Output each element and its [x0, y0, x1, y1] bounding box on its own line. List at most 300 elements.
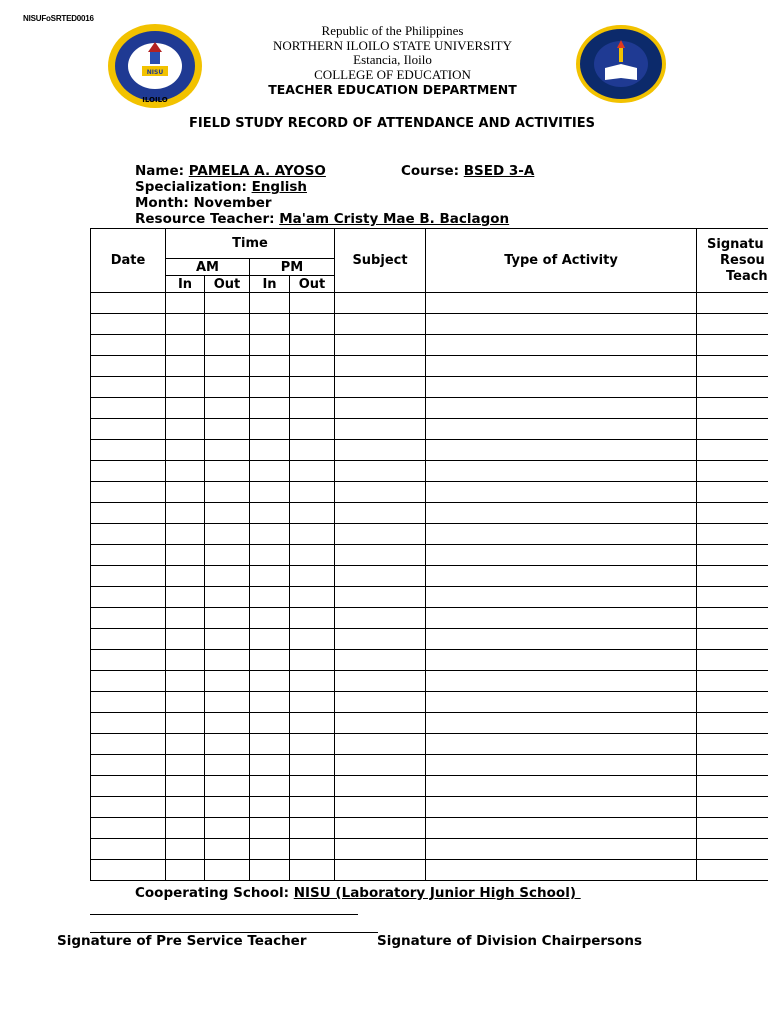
table-cell [290, 839, 335, 860]
table-row [91, 335, 768, 356]
table-cell [426, 818, 697, 839]
table-cell [335, 503, 426, 524]
table-cell [290, 755, 335, 776]
table-cell [426, 293, 697, 314]
table-cell [426, 503, 697, 524]
cooperating-school-value: NISU (Laboratory Junior High School) [293, 885, 581, 901]
table-cell [166, 734, 205, 755]
table-cell [697, 566, 768, 587]
table-cell [697, 629, 768, 650]
table-cell [250, 482, 290, 503]
table-cell [166, 650, 205, 671]
resource-teacher-row [135, 211, 509, 227]
table-cell [250, 440, 290, 461]
table-cell [290, 524, 335, 545]
table-cell [250, 650, 290, 671]
table-cell [426, 587, 697, 608]
resource-teacher-value: Ma'am Cristy Mae B. Baclagon [279, 211, 510, 227]
table-cell [91, 503, 166, 524]
table-cell [335, 608, 426, 629]
table-cell [335, 461, 426, 482]
table-cell [335, 398, 426, 419]
table-cell [91, 692, 166, 713]
signature-header-line2: Resou [720, 252, 765, 268]
table-row [91, 587, 768, 608]
table-cell [250, 356, 290, 377]
table-cell [290, 398, 335, 419]
table-cell [697, 503, 768, 524]
table-cell [166, 818, 205, 839]
table-cell [426, 482, 697, 503]
table-cell [166, 755, 205, 776]
table-row [91, 650, 768, 671]
table-cell [335, 440, 426, 461]
table-cell [335, 293, 426, 314]
course-row [401, 163, 534, 179]
table-cell [166, 524, 205, 545]
table-cell [91, 608, 166, 629]
specialization-row [135, 179, 307, 195]
table-cell [697, 377, 768, 398]
signature-chair-label: Signature of Division Chairpersons [377, 933, 643, 949]
table-cell [697, 398, 768, 419]
table-cell [205, 755, 250, 776]
table-cell [166, 692, 205, 713]
table-row [91, 377, 768, 398]
table-cell [91, 440, 166, 461]
table-cell [91, 797, 166, 818]
table-cell [335, 524, 426, 545]
table-cell [205, 713, 250, 734]
subject-header: Subject [335, 229, 426, 293]
table-cell [205, 440, 250, 461]
table-cell [290, 734, 335, 755]
table-cell [697, 440, 768, 461]
table-cell [250, 734, 290, 755]
table-cell [426, 608, 697, 629]
table-cell [426, 314, 697, 335]
table-cell [91, 461, 166, 482]
table-cell [290, 314, 335, 335]
table-cell [166, 314, 205, 335]
table-cell [290, 608, 335, 629]
table-cell [335, 356, 426, 377]
table-cell [250, 755, 290, 776]
table-cell [290, 650, 335, 671]
table-cell [205, 734, 250, 755]
am-out-header: Out [205, 276, 250, 293]
table-cell [91, 314, 166, 335]
table-row [91, 671, 768, 692]
table-cell [166, 566, 205, 587]
table-cell [205, 818, 250, 839]
table-cell [250, 692, 290, 713]
table-cell [290, 587, 335, 608]
course-value: BSED 3-A [463, 163, 535, 179]
table-cell [697, 650, 768, 671]
header-line-location: Estancia, Iloilo [353, 52, 432, 67]
cooperating-school-row [135, 885, 581, 901]
table-cell [166, 839, 205, 860]
table-cell [335, 377, 426, 398]
table-cell [250, 629, 290, 650]
table-cell [250, 860, 290, 881]
table-cell [335, 545, 426, 566]
table-cell [205, 629, 250, 650]
table-cell [205, 335, 250, 356]
table-cell [250, 293, 290, 314]
table-cell [426, 335, 697, 356]
table-cell [426, 776, 697, 797]
table-cell [166, 482, 205, 503]
table-cell [290, 713, 335, 734]
table-cell [335, 776, 426, 797]
table-cell [290, 356, 335, 377]
table-row [91, 356, 768, 377]
table-cell [250, 398, 290, 419]
table-cell [250, 566, 290, 587]
seal-center-text: NISU [146, 69, 164, 76]
table-cell [250, 776, 290, 797]
table-cell [205, 797, 250, 818]
table-cell [426, 356, 697, 377]
month-label: Month: [135, 195, 189, 211]
table-row [91, 545, 768, 566]
table-cell [91, 713, 166, 734]
signature-preservice-label: Signature of Pre Service Teacher [57, 933, 307, 949]
table-cell [166, 377, 205, 398]
table-row [91, 503, 768, 524]
table-cell [426, 377, 697, 398]
table-cell [697, 356, 768, 377]
table-cell [426, 398, 697, 419]
header-line-republic: Republic of the Philippines [321, 23, 464, 38]
table-cell [335, 818, 426, 839]
table-cell [166, 461, 205, 482]
table-cell [290, 797, 335, 818]
header-line-college: COLLEGE OF EDUCATION [314, 66, 471, 82]
table-row [91, 419, 768, 440]
table-cell [290, 818, 335, 839]
table-cell [290, 503, 335, 524]
table-cell [205, 566, 250, 587]
table-cell [250, 503, 290, 524]
table-cell [426, 440, 697, 461]
table-cell [91, 755, 166, 776]
table-cell [166, 335, 205, 356]
table-cell [335, 713, 426, 734]
activity-header: Type of Activity [426, 229, 697, 293]
table-cell [166, 545, 205, 566]
month-row [135, 195, 272, 211]
table-cell [697, 461, 768, 482]
table-cell [205, 356, 250, 377]
table-cell [166, 776, 205, 797]
table-cell [205, 461, 250, 482]
table-cell [205, 545, 250, 566]
table-cell [335, 566, 426, 587]
table-row [91, 629, 768, 650]
table-row [91, 713, 768, 734]
table-cell [335, 314, 426, 335]
table-cell [290, 335, 335, 356]
table-cell [426, 629, 697, 650]
table-cell [697, 293, 768, 314]
table-cell [426, 650, 697, 671]
am-header: AM [166, 259, 250, 276]
table-body [91, 293, 768, 881]
table-cell [697, 587, 768, 608]
table-cell [250, 461, 290, 482]
table-cell [205, 692, 250, 713]
header-line-university: NORTHERN ILOILO STATE UNIVERSITY [272, 37, 512, 53]
header-line-department: TEACHER EDUCATION DEPARTMENT [268, 82, 517, 97]
table-cell [426, 671, 697, 692]
signature-header [697, 229, 768, 293]
table-cell [426, 461, 697, 482]
table-cell [697, 482, 768, 503]
table-cell [91, 335, 166, 356]
table-cell [335, 734, 426, 755]
table-row [91, 692, 768, 713]
table-cell [91, 734, 166, 755]
table-cell [205, 482, 250, 503]
table-row [91, 860, 768, 881]
table-cell [166, 608, 205, 629]
month-value: November [193, 195, 272, 211]
table-cell [697, 692, 768, 713]
signature-header-line1: Signatu [707, 236, 764, 252]
table-cell [205, 860, 250, 881]
table-row [91, 524, 768, 545]
table-cell [335, 839, 426, 860]
table-cell [166, 671, 205, 692]
table-cell [426, 419, 697, 440]
table-cell [91, 860, 166, 881]
table-cell [166, 419, 205, 440]
table-cell [426, 797, 697, 818]
table-cell [290, 860, 335, 881]
table-cell [290, 566, 335, 587]
table-cell [205, 671, 250, 692]
table-cell [166, 860, 205, 881]
cooperating-school-label: Cooperating School: [135, 885, 290, 901]
table-cell [91, 818, 166, 839]
table-cell [290, 419, 335, 440]
table-cell [335, 797, 426, 818]
table-cell [250, 839, 290, 860]
table-cell [426, 734, 697, 755]
table-cell [290, 692, 335, 713]
table-row [91, 566, 768, 587]
table-cell [335, 419, 426, 440]
attendance-table [90, 228, 768, 881]
table-cell [697, 524, 768, 545]
table-cell [91, 839, 166, 860]
table-cell [166, 629, 205, 650]
table-cell [697, 734, 768, 755]
table-cell [91, 545, 166, 566]
table-cell [166, 587, 205, 608]
table-cell [250, 545, 290, 566]
table-row [91, 818, 768, 839]
table-cell [697, 419, 768, 440]
table-cell [166, 440, 205, 461]
table-cell [697, 776, 768, 797]
nisu-seal-logo [106, 22, 204, 110]
course-label: Course: [401, 163, 460, 179]
table-cell [205, 503, 250, 524]
table-cell [205, 587, 250, 608]
table-cell [426, 839, 697, 860]
table-cell [426, 755, 697, 776]
name-row [135, 163, 326, 179]
table-cell [426, 566, 697, 587]
table-cell [290, 461, 335, 482]
table-cell [91, 398, 166, 419]
college-of-education-logo [575, 24, 667, 104]
table-cell [166, 713, 205, 734]
table-cell [205, 608, 250, 629]
school-header [240, 24, 545, 98]
table-cell [166, 398, 205, 419]
table-cell [335, 482, 426, 503]
table-cell [290, 440, 335, 461]
specialization-label: Specialization: [135, 179, 247, 195]
table-row [91, 776, 768, 797]
table-cell [426, 524, 697, 545]
table-row [91, 755, 768, 776]
table-cell [426, 860, 697, 881]
table-cell [335, 755, 426, 776]
table-cell [697, 755, 768, 776]
pm-header: PM [250, 259, 335, 276]
time-header: Time [166, 229, 335, 259]
table-cell [335, 860, 426, 881]
table-cell [205, 650, 250, 671]
table-cell [250, 713, 290, 734]
table-cell [250, 818, 290, 839]
table-cell [250, 419, 290, 440]
table-cell [250, 608, 290, 629]
table-row [91, 608, 768, 629]
table-cell [697, 545, 768, 566]
table-cell [205, 776, 250, 797]
table-cell [697, 860, 768, 881]
table-cell [290, 671, 335, 692]
table-cell [290, 776, 335, 797]
table-cell [91, 356, 166, 377]
table-row [91, 314, 768, 335]
table-cell [697, 335, 768, 356]
table-cell [166, 293, 205, 314]
form-code: NISUFoSRTED0016 [23, 14, 94, 23]
table-cell [205, 839, 250, 860]
table-cell [426, 545, 697, 566]
table-cell [426, 692, 697, 713]
signature-header-line3: Teach [726, 268, 768, 284]
signature-line-preservice [90, 914, 358, 915]
table-cell [426, 713, 697, 734]
table-cell [166, 356, 205, 377]
table-row [91, 482, 768, 503]
table-cell [697, 608, 768, 629]
table-cell [250, 335, 290, 356]
table-cell [250, 671, 290, 692]
pm-out-header: Out [290, 276, 335, 293]
table-cell [250, 377, 290, 398]
table-cell [290, 377, 335, 398]
table-cell [91, 419, 166, 440]
table-cell [335, 629, 426, 650]
table-cell [205, 419, 250, 440]
table-cell [250, 524, 290, 545]
table-cell [290, 629, 335, 650]
table-row [91, 440, 768, 461]
specialization-value: English [251, 179, 307, 195]
table-cell [205, 314, 250, 335]
table-row [91, 839, 768, 860]
table-cell [166, 503, 205, 524]
table-cell [91, 650, 166, 671]
pm-in-header: In [250, 276, 290, 293]
table-cell [91, 587, 166, 608]
table-cell [697, 818, 768, 839]
table-cell [91, 524, 166, 545]
seal-bottom-text: ILOILO [142, 96, 168, 104]
table-cell [91, 482, 166, 503]
table-cell [290, 293, 335, 314]
date-header: Date [91, 229, 166, 293]
table-cell [290, 545, 335, 566]
table-cell [250, 587, 290, 608]
table-cell [205, 377, 250, 398]
table-cell [290, 482, 335, 503]
table-cell [91, 293, 166, 314]
table-cell [697, 713, 768, 734]
form-title: FIELD STUDY RECORD OF ATTENDANCE AND ACTIVITIES [189, 116, 595, 131]
table-cell [205, 293, 250, 314]
table-cell [166, 797, 205, 818]
table-cell [697, 671, 768, 692]
table-cell [335, 650, 426, 671]
table-cell [335, 692, 426, 713]
name-value: PAMELA A. AYOSO [188, 163, 326, 179]
table-row [91, 293, 768, 314]
table-row [91, 398, 768, 419]
table-cell [250, 314, 290, 335]
table-cell [697, 797, 768, 818]
table-row [91, 734, 768, 755]
table-cell [91, 776, 166, 797]
table-cell [335, 587, 426, 608]
table-cell [91, 629, 166, 650]
am-in-header: In [166, 276, 205, 293]
resource-teacher-label: Resource Teacher: [135, 211, 275, 227]
table-cell [205, 524, 250, 545]
table-row [91, 797, 768, 818]
table-cell [205, 398, 250, 419]
table-cell [335, 671, 426, 692]
table-cell [91, 671, 166, 692]
table-cell [250, 797, 290, 818]
table-cell [91, 566, 166, 587]
table-cell [697, 839, 768, 860]
table-cell [697, 314, 768, 335]
name-label: Name: [135, 163, 185, 179]
table-cell [91, 377, 166, 398]
table-cell [335, 335, 426, 356]
